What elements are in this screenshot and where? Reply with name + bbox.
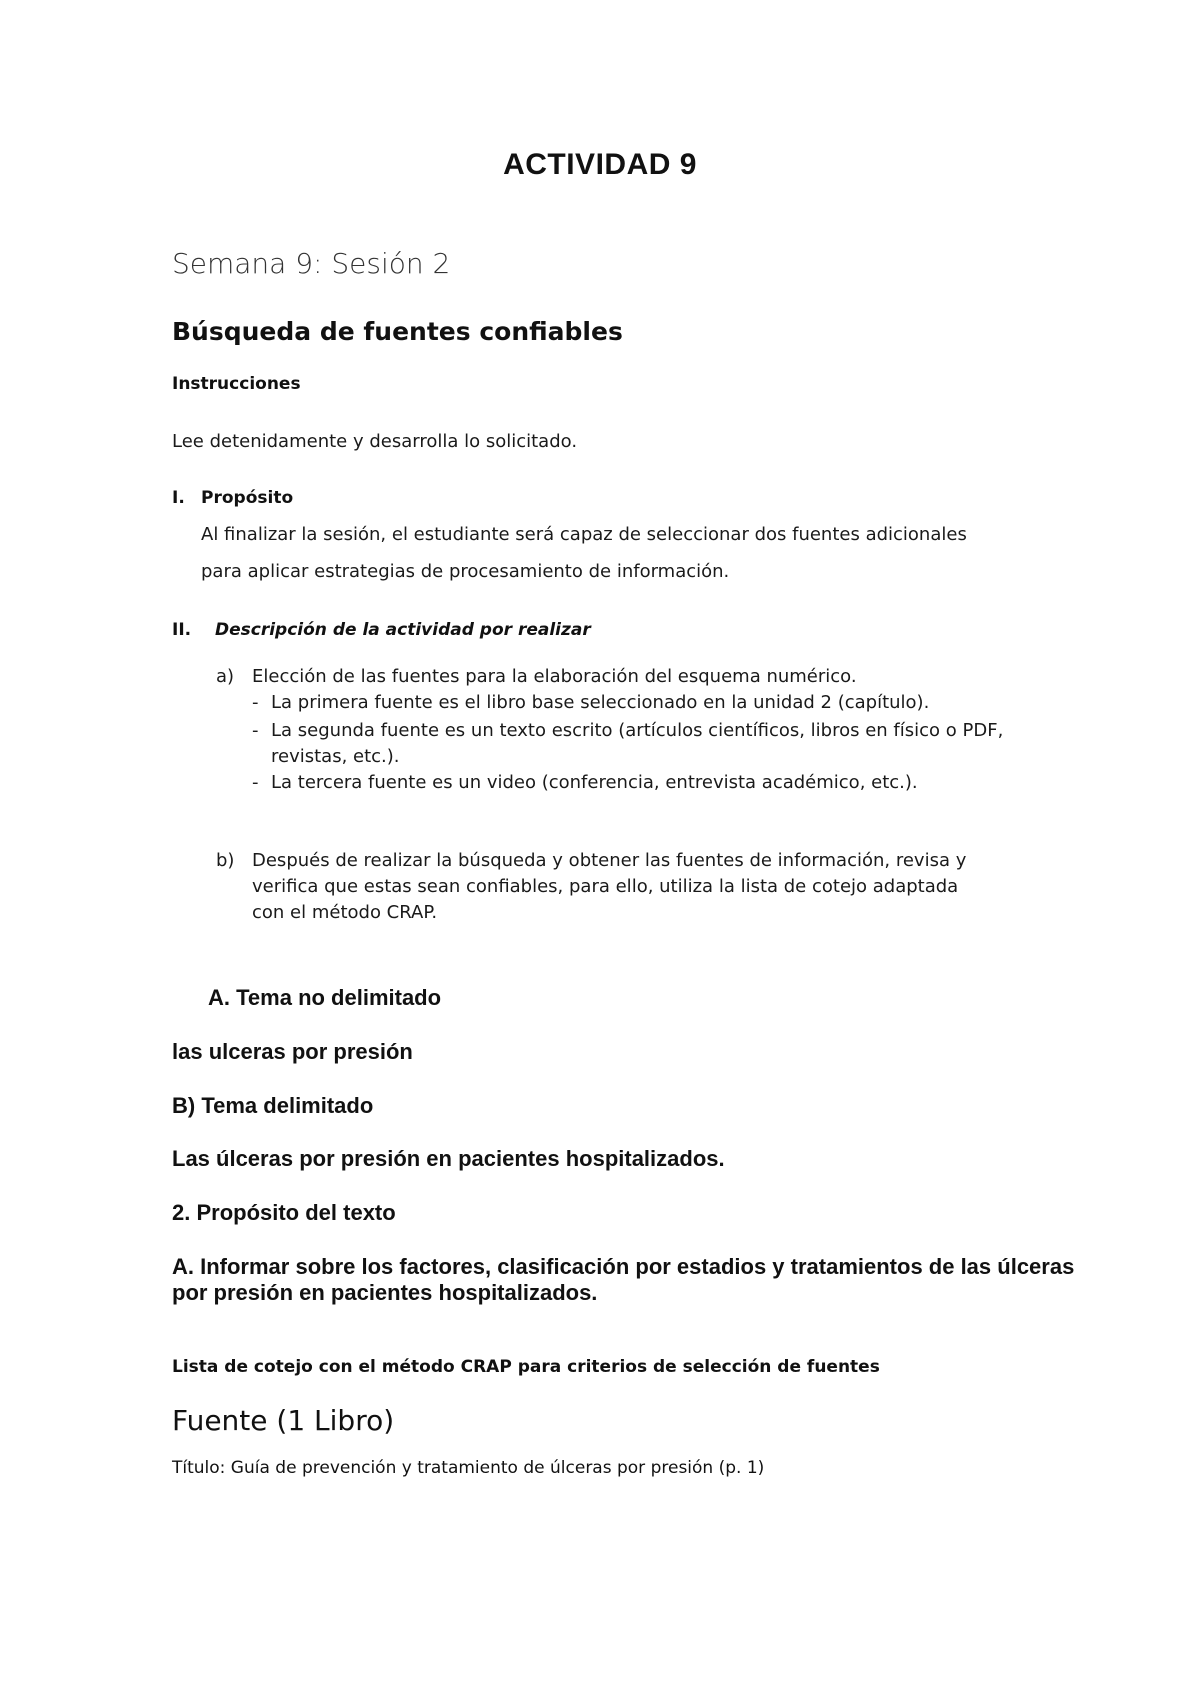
topic-b-label: B) Tema delimitado bbox=[172, 1093, 374, 1118]
item-a-text: Elección de las fuentes para la elaboración del esquema numérico. bbox=[252, 666, 857, 687]
item-b-line-2: verifica que estas sean confiables, para ello, utiliza la lista de cotejo adaptada bbox=[252, 876, 959, 897]
checklist-heading: Lista de cotejo con el método CRAP para criterios de selección de fuentes bbox=[172, 1357, 880, 1377]
topic-b-value: Las úlceras por presión en pacientes hospitalizados. bbox=[172, 1146, 725, 1171]
bullet-dash: - bbox=[252, 720, 259, 741]
item-b-line-3: con el método CRAP. bbox=[252, 902, 438, 923]
section-i-line-1: Al finalizar la sesión, el estudiante será capaz de seleccionar dos fuentes adicionales bbox=[201, 524, 967, 545]
bullet-2-line-1: La segunda fuente es un texto escrito (artículos científicos, libros en físico o PDF, bbox=[271, 720, 1004, 741]
purpose-label: 2. Propósito del texto bbox=[172, 1200, 396, 1225]
topic-a-label: A. Tema no delimitado bbox=[208, 985, 442, 1010]
source-heading: Fuente (1 Libro) bbox=[172, 1404, 395, 1437]
section-heading: Búsqueda de fuentes confiables bbox=[172, 317, 623, 346]
bullet-dash: - bbox=[252, 692, 259, 713]
item-b-marker: b) bbox=[216, 850, 235, 871]
instructions-label: Instrucciones bbox=[172, 374, 301, 394]
source-title: Título: Guía de prevención y tratamiento de úlceras por presión (p. 1) bbox=[172, 1458, 765, 1478]
section-i-numeral: I. bbox=[172, 488, 185, 508]
bullet-dash: - bbox=[252, 772, 259, 793]
bullet-2-line-2: revistas, etc.). bbox=[271, 746, 400, 767]
week-session-subtitle: Semana 9: Sesión 2 bbox=[172, 247, 451, 280]
topic-a-value: las ulceras por presión bbox=[172, 1039, 413, 1064]
item-a-marker: a) bbox=[216, 666, 235, 687]
section-ii-numeral: II. bbox=[172, 620, 192, 640]
bullet-1-line-1: La primera fuente es el libro base seleccionado en la unidad 2 (capítulo). bbox=[271, 692, 930, 713]
document-title: ACTIVIDAD 9 bbox=[503, 148, 697, 181]
section-i-line-2: para aplicar estrategias de procesamiento de información. bbox=[201, 561, 730, 582]
purpose-line-2: por presión en pacientes hospitalizados. bbox=[172, 1280, 598, 1305]
instructions-text: Lee detenidamente y desarrolla lo solicitado. bbox=[172, 431, 578, 452]
bullet-3-line-1: La tercera fuente es un video (conferencia, entrevista académico, etc.). bbox=[271, 772, 918, 793]
section-i-label: Propósito bbox=[201, 488, 294, 508]
section-ii-label: Descripción de la actividad por realizar bbox=[215, 620, 591, 640]
purpose-line-1: A. Informar sobre los factores, clasificación por estadios y tratamientos de las úlceras bbox=[172, 1254, 1075, 1279]
item-b-line-1: Después de realizar la búsqueda y obtener las fuentes de información, revisa y bbox=[252, 850, 967, 871]
